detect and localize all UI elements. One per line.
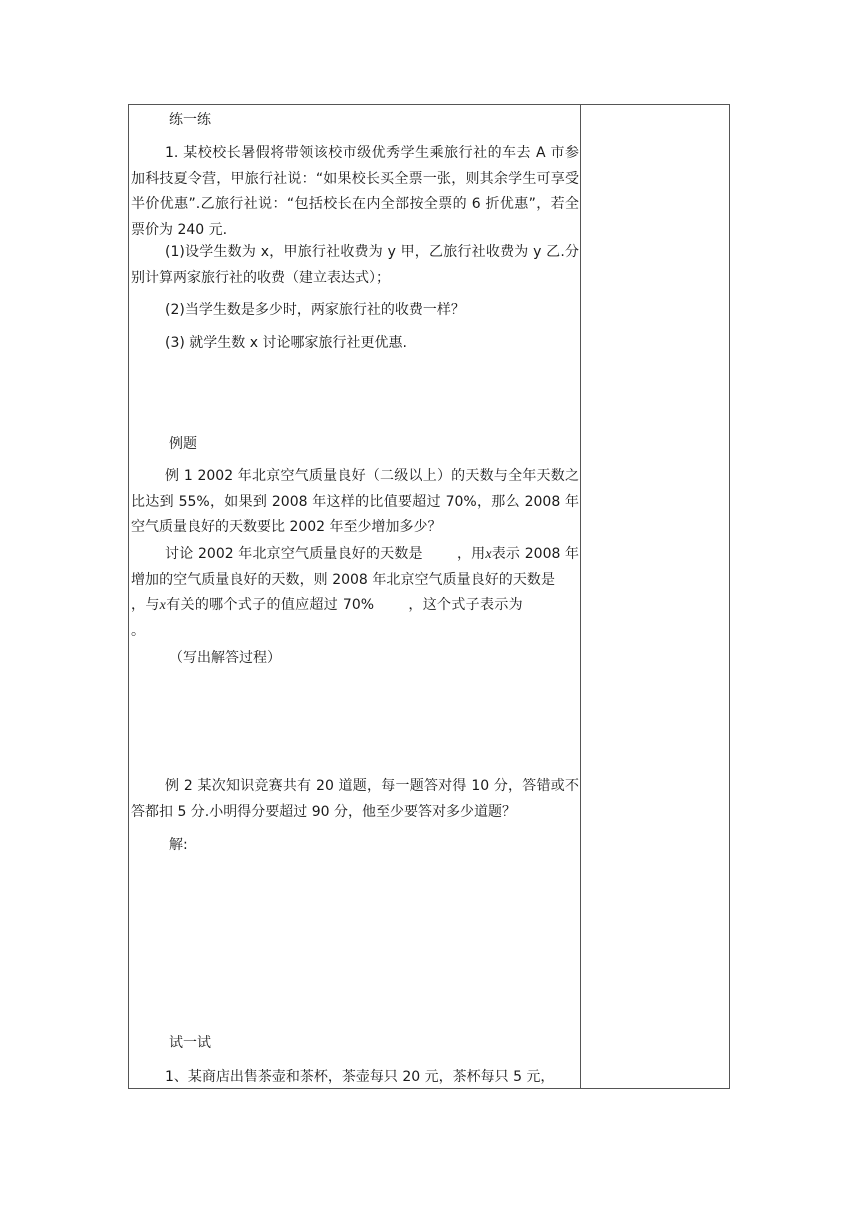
discussion-part-g: 。 xyxy=(131,622,145,639)
try-problem-1: 1、某商店出售茶壶和茶杯，茶壶每只 20 元，茶杯每只 5 元， xyxy=(165,1069,555,1085)
question-2: (2)当学生数是多少时，两家旅行社的收费一样？ xyxy=(165,302,465,318)
discussion-text xyxy=(131,542,579,644)
lesson-table xyxy=(128,104,730,1089)
discussion-part-f: ，这个式子表示为 xyxy=(408,597,523,613)
content-cell xyxy=(129,105,580,1088)
write-process-note: （写出解答过程） xyxy=(169,650,281,666)
example-heading: 例题 xyxy=(169,436,197,452)
discussion-part-d: ，与 xyxy=(131,597,160,613)
question-1: (1)设学生数为 x，甲旅行社收费为 y 甲，乙旅行社收费为 y 乙.分别计算两家旅行社的收费（建立表达式）； xyxy=(131,244,579,286)
notes-cell xyxy=(581,105,729,1088)
solution-label: 解: xyxy=(169,837,188,853)
example-1-text: 例 1 2002 年北京空气质量良好（二级以上）的天数与全年天数之比达到 55%，如果到 2008 年这样的比值要超过 70%，那么 2008 年空气质量良好的天数要比 2002 年至少增加多少？ xyxy=(131,468,579,535)
practice-heading: 练一练 xyxy=(169,112,211,128)
example-2-text: 例 2 某次知识竞赛共有 20 道题，每一题答对得 10 分，答错或不答都扣 5 分.小明得分要超过 90 分，他至少要答对多少道题？ xyxy=(131,778,579,820)
variable-x-2: x xyxy=(159,598,166,613)
discussion-part-a: 讨论 2002 年北京空气质量良好的天数是 xyxy=(165,546,423,562)
variable-x-1: x xyxy=(485,547,492,562)
discussion-part-c: 表示 2008 年增加的空气质量良好的天数，则 2008 年北京空气质量良好的天数是 xyxy=(131,546,580,588)
problem-1-text: 1. 某校校长暑假将带领该校市级优秀学生乘旅行社的车去 A 市参加科技夏令营，甲旅行社说：“如果校长买全票一张，则其余学生可享受半价优惠”.乙旅行社说：“包括校长在内全部按全票的 6 折优惠”，若全票价为 240 元. xyxy=(131,145,579,238)
discussion-part-e: 有关的哪个式子的值应超过 70% xyxy=(165,597,375,613)
try-heading: 试一试 xyxy=(169,1035,211,1051)
discussion-part-b: ，用 xyxy=(456,546,486,562)
question-3: (3) 就学生数 x 讨论哪家旅行社更优惠. xyxy=(165,335,407,351)
